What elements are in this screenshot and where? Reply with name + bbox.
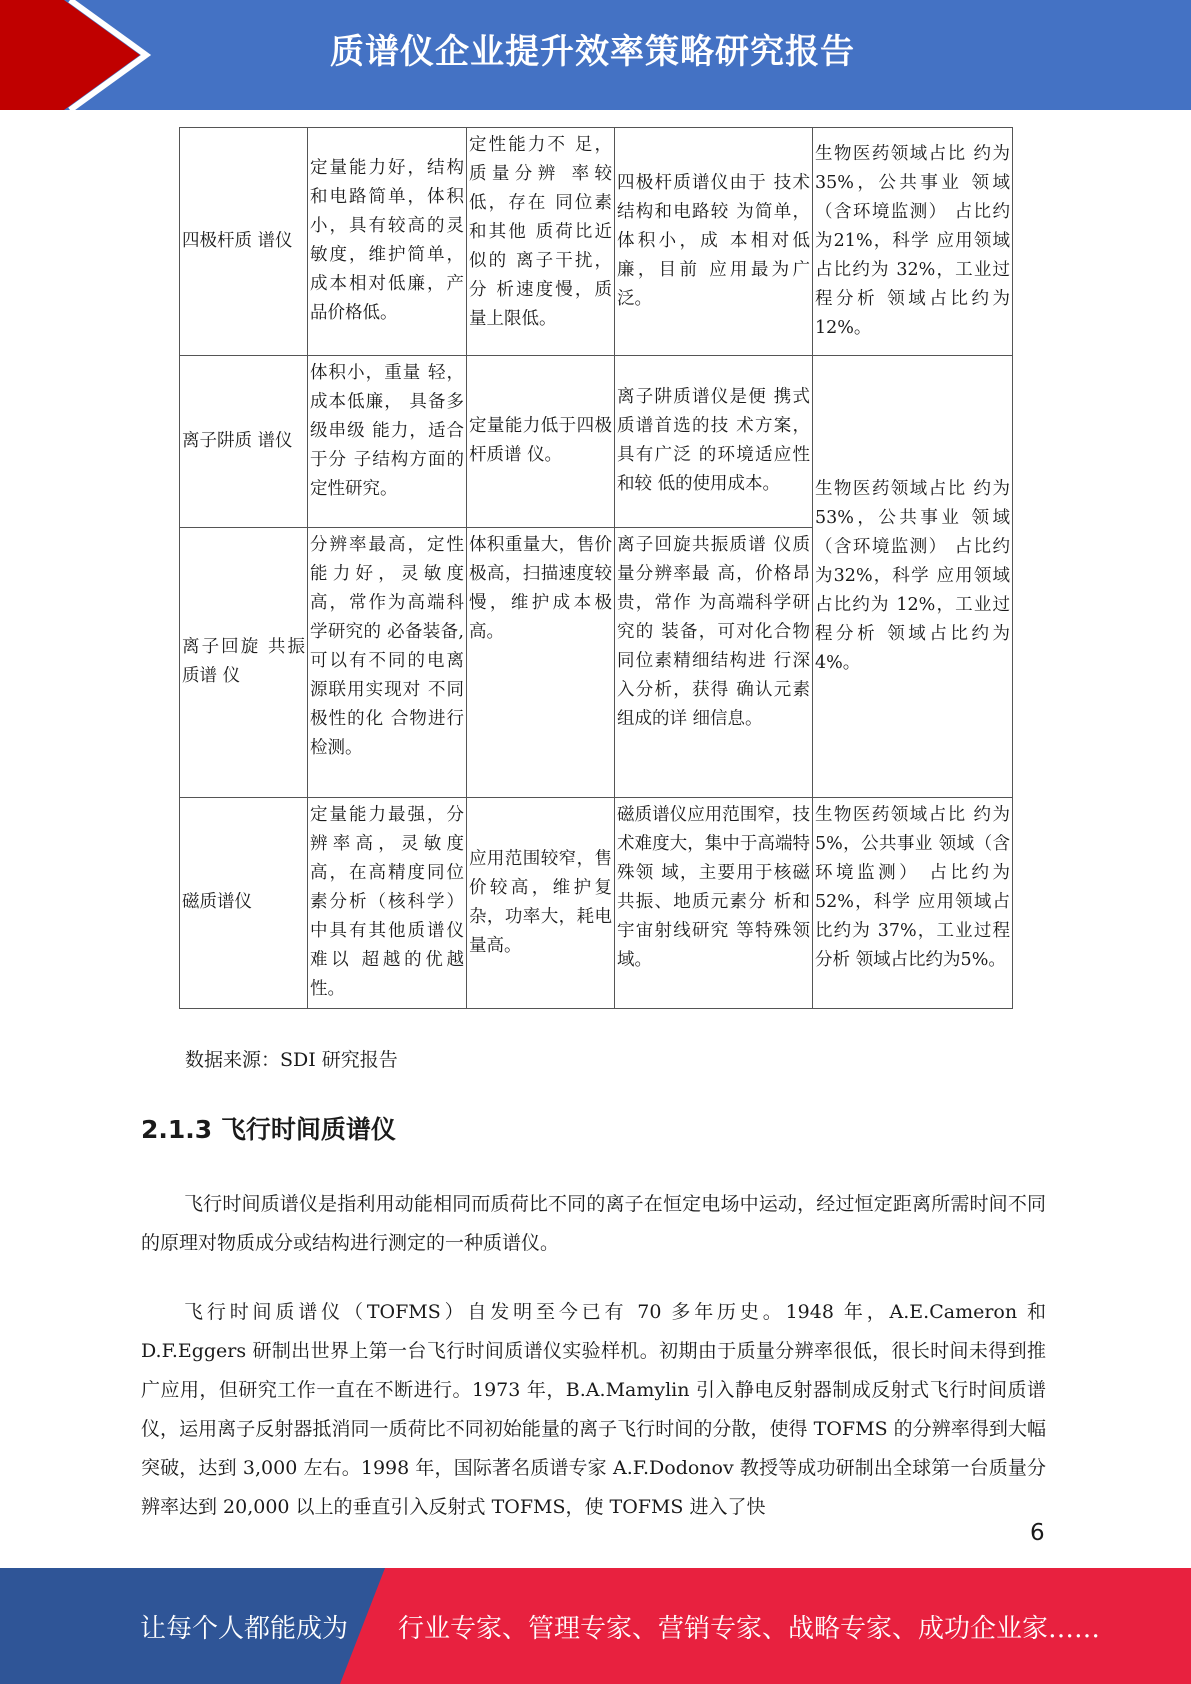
table-cell-name: 四极杆质 谱仪 [180,128,308,356]
body-paragraph: 飞行时间质谱仪是指利用动能相同而质荷比不同的离子在恒定电场中运动，经过恒定距离所需时间不同的原理对物质成分或结构进行测定的一种质谱仪。 [141,1193,1046,1254]
header-title: 质谱仪企业提升效率策略研究报告 [330,32,855,72]
table-cell-disadvantage: 应用范围较窄，售价较高，维护复杂，功率大，耗电量高。 [467,798,615,1009]
footer-slogan-right: 行业专家、管理专家、营销专家、战略专家、成功企业家…… [398,1614,1101,1644]
table-cell-application: 离子回旋共振质谱 仪质量分辨率最 高，价格昂贵，常作 为高端科学研究的 装备，可对化合物同位素精细结构进 行深入分析，获得 确认元素组成的详 细信息。 [615,528,813,798]
footer-slogan-left: 让每个人都能成为 [140,1614,349,1644]
body-paragraph: 飞行时间质谱仪（TOFMS）自发明至今已有 70 多年历史。1948 年，A.E.Cameron 和 D.F.Eggers 研制出世界上第一台飞行时间质谱仪实验样机。初期由于质量分辨率很低，很长时间未得到推广应用，但研究工作一直在不断进行。1973 年，B.A.Mamylin 引入静电反射器制成反射式飞行时间质谱仪，运用离子反射器抵消同一质荷比不同初始能量的离子飞行时间的分散，使得 TOFMS 的分辨率得到大幅突破，达到 3,000 左右。1998 年，国际著名质谱专家 A.F.Dodonov 教授等成功研制出全球第一台质量分辨率达到 20,000 以上的垂直引入反射式 TOFMS，使 TOFMS 进入了快 [141,1301,1046,1518]
table-cell-application: 四极杆质谱仪由于 技术结构和电路较 为简单，体积小，成 本相对低廉，目前 应用最为广泛。 [615,128,813,356]
page-header [0,0,1191,110]
table-cell-share: 生物医药领域占比 约为5%，公共事业 领域（含环境监测） 占比约为52%，科学 应用领域占比约为 37%，工业过程分析 领域占比约为5%。 [813,798,1013,1009]
table-cell-name: 磁质谱仪 [180,798,308,1009]
table-cell-disadvantage: 定量能力低于四极杆质谱 仪。 [467,356,615,528]
table-cell-name: 离子阱质 谱仪 [180,356,308,528]
table-cell-advantage: 定量能力好，结构和电路简单，体积小，具有较高的灵敏度，维护简单，成本相对低廉，产品价格低。 [308,128,467,356]
table-row [180,356,1013,528]
table-cell-advantage: 体积小，重量 轻，成本低廉， 具备多级串级 能力，适合于分 子结构方面的 定性研究。 [308,356,467,528]
table-row [180,798,1013,1009]
table-row [180,128,1013,356]
table-cell-advantage: 分辨率最高，定性能力好，灵敏度高，常作为高端科学研究的 必备装备,可以有不同的电离 源联用实现对 不同极性的化 合物进行检测。 [308,528,467,798]
table-cell-application: 磁质谱仪应用范围窄，技术难度大，集中于高端特殊领 域，主要用于核磁 共振、地质元素分 析和宇宙射线研究 等特殊领域。 [615,798,813,1009]
page-footer [0,1568,1191,1684]
table-cell-disadvantage: 定性能力不 足，质量分辨 率较低，存在 同位素和其他 质荷比近似的 离子干扰，分 析速度慢，质 量上限低。 [467,128,615,356]
table-cell-name: 离子回旋 共振质谱 仪 [180,528,308,798]
page-number: 6 [1030,1520,1045,1546]
header-chevron-icon [0,0,160,110]
table-cell-advantage: 定量能力最强，分辨率高，灵敏度高，在高精度同位素分析（核科学）中具有其他质谱仪难以 超越的优越性。 [308,798,467,1009]
table-cell-share: 生物医药领域占比 约为53%，公共事业 领域（含环境监测） 占比约为32%，科学 应用领域占比约为 12%，工业过程分析 领域占比约为4%。 [813,356,1013,798]
section-heading: 2.1.3 飞行时间质谱仪 [141,1115,396,1144]
table-cell-disadvantage: 体积重量大，售价极高，扫描速度较慢，维护成本极 高。 [467,528,615,798]
table-cell-share: 生物医药领域占比 约为35%，公共事业 领域（含环境监测） 占比约为21%，科学 应用领域占比约为 32%，工业过程分析 领域占比约为12%。 [813,128,1013,356]
table-cell-application: 离子阱质谱仪是便 携式质谱首选的技 术方案，具有广泛 的环境适应性和较 低的使用成本。 [615,356,813,528]
source-note: 数据来源：SDI 研究报告 [185,1049,398,1071]
mass-spectrometer-comparison-table [179,127,1013,1009]
